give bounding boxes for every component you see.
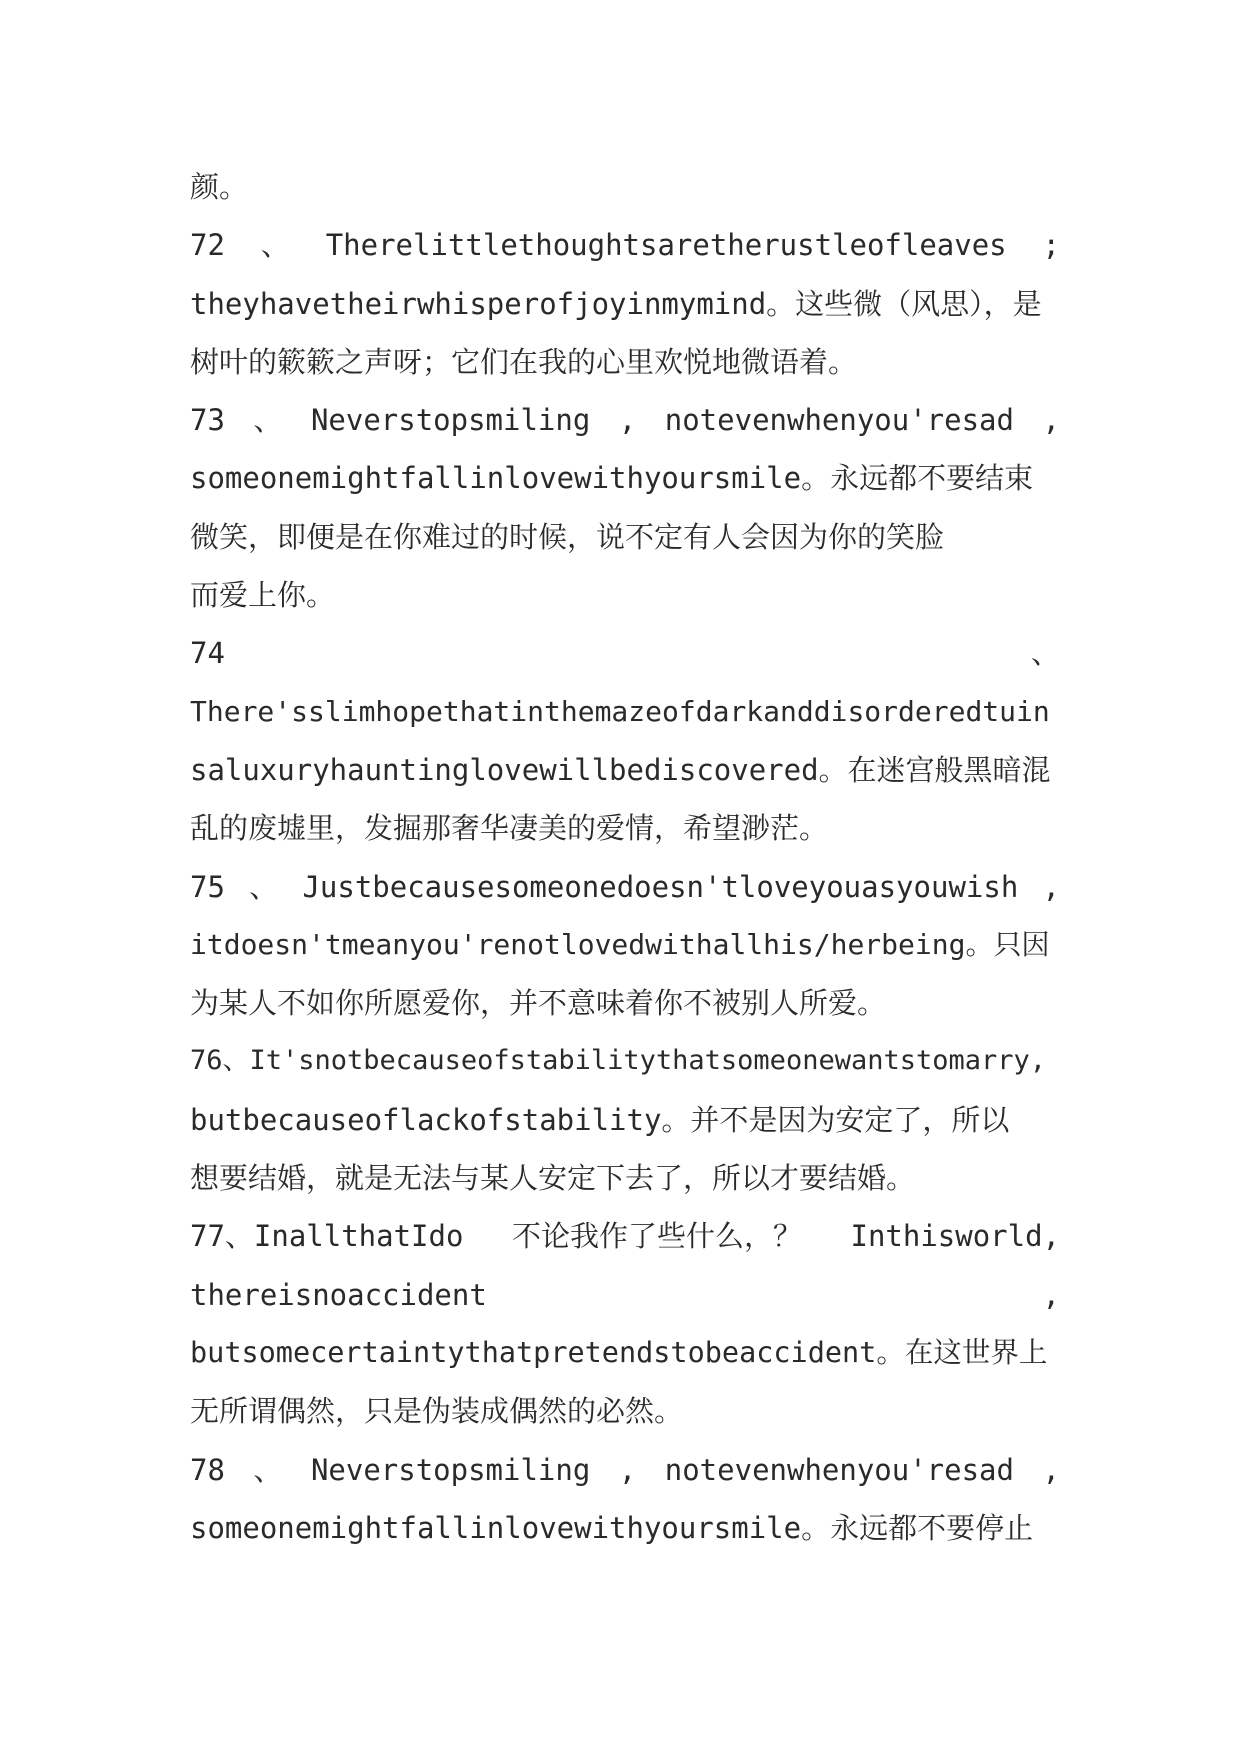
text-line: 76、It'snotbecauseofstabilitythatsomeonewantstomarry, <box>190 1045 1047 1077</box>
text-line: someonemightfallinlovewithyoursmile。永远都不要停止 <box>190 1510 1034 1545</box>
text-segment: Neverstopsmiling <box>310 1452 591 1487</box>
text-segment: Justbecausesomeonedoesn'tloveyouasyouwish <box>302 869 1019 904</box>
text-segment: Neverstopsmiling <box>310 403 591 438</box>
text-line <box>190 216 1060 274</box>
text-segment: 73 <box>190 403 225 438</box>
text-segment: notevenwhenyou'resad <box>664 403 1014 438</box>
text-segment: , <box>1042 869 1060 904</box>
text-segment: , <box>1042 1277 1060 1312</box>
text-line: There'sslimhopethatinthemazeofdarkanddisorderedtuin <box>190 694 1050 728</box>
text-segment: ; <box>1042 228 1060 263</box>
text-line <box>190 624 1060 682</box>
text-segment: 72 <box>190 228 225 263</box>
text-line: butsomecertaintythatpretendstobeaccident。在这世界上 <box>190 1335 1048 1369</box>
text-segment: 77、InallthatIdo <box>190 1219 464 1254</box>
text-line <box>190 1207 1060 1265</box>
text-segment: 、 <box>253 403 283 438</box>
text-line: 颜。 <box>190 170 249 204</box>
text-segment: 、 <box>249 869 279 904</box>
text-line: saluxuryhauntinglovewillbediscovered。在迷宫般黑暗混 <box>190 752 1051 787</box>
text-segment: 74 <box>190 636 225 671</box>
text-segment: Therelittlethoughtsaretherustleofleaves <box>325 228 1007 263</box>
text-segment: , <box>1042 1452 1060 1487</box>
text-line: someonemightfallinlovewithyoursmile。永远都不要结束 <box>190 461 1034 496</box>
text-line <box>190 1266 1060 1324</box>
text-line: 想要结婚，就是无法与某人安定下去了，所以才要结婚。 <box>190 1161 916 1196</box>
text-segment: 不论我作了些什么，？ <box>511 1219 802 1254</box>
text-segment: notevenwhenyou'resad <box>664 1452 1014 1487</box>
text-segment: 、 <box>260 228 290 263</box>
text-line <box>190 1441 1060 1499</box>
text-segment: 、 <box>253 1452 283 1487</box>
text-segment: thereisnoaccident <box>190 1277 487 1312</box>
text-segment: , <box>618 403 637 438</box>
text-line: 无所谓偶然，只是伪装成偶然的必然。 <box>190 1394 684 1429</box>
text-segment: Inthisworld, <box>850 1219 1060 1254</box>
text-line <box>190 391 1060 449</box>
text-segment: , <box>1042 403 1060 438</box>
text-segment: 78 <box>190 1452 225 1487</box>
text-line: 树叶的簌簌之声呀；它们在我的心里欢悦地微语着。 <box>190 344 858 379</box>
text-segment: 75 <box>190 869 225 904</box>
text-segment: , <box>618 1452 637 1487</box>
text-line: butbecauseoflackofstability。并不是因为安定了，所以 <box>190 1102 1010 1137</box>
text-line: 微笑，即便是在你难过的时候，说不定有人会因为你的笑脸 <box>190 519 945 554</box>
quote-text-block <box>190 158 1060 1557</box>
text-line: itdoesn'tmeanyou'renotlovedwithallhis/herbeing。只因 <box>190 927 1050 961</box>
text-line: 而爱上你。 <box>190 578 336 613</box>
text-line: theyhavetheirwhisperofjoyinmymind。这些微（风思），是 <box>190 286 1042 321</box>
text-line <box>190 858 1060 916</box>
text-line: 为某人不如你所愿爱你，并不意味着你不被别人所爱。 <box>190 986 887 1021</box>
text-line: 乱的废墟里，发掘那奢华凄美的爱情，希望渺茫。 <box>190 811 829 846</box>
text-segment: 、 <box>1030 636 1060 671</box>
